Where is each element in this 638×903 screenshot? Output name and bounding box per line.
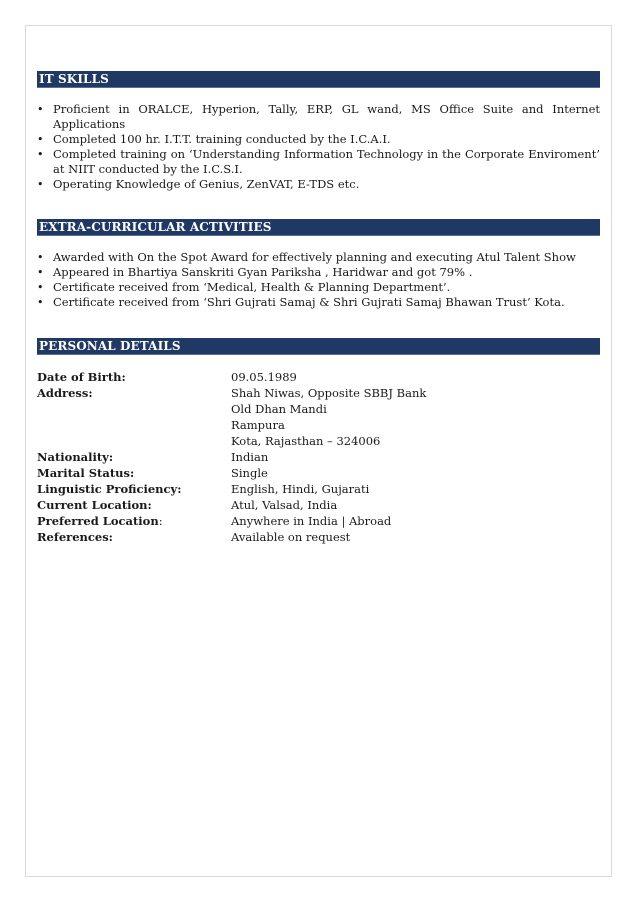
list-item: • Certificate received from ‘Shri Gujrati Samaj & Shri Gujrati Samaj Bhawan Trust’ Kota. (37, 295, 565, 309)
linguistic-value: English, Hindi, Gujarati (231, 482, 370, 496)
list-item: • Completed 100 hr. I.T.T. training conducted by the I.C.A.I. (37, 132, 391, 146)
marital-value: Single (231, 466, 268, 480)
address-label: Address: (37, 386, 93, 400)
nationality-value: Indian (231, 450, 269, 464)
references-value: Available on request (231, 530, 351, 544)
bullet-icon: • (37, 296, 44, 309)
personal-details-table (37, 369, 600, 545)
dob-label: Date of Birth: (37, 370, 126, 384)
bullet-icon: • (37, 133, 44, 146)
bullet-icon: • (37, 103, 44, 116)
it-skills-section (37, 71, 600, 192)
preferred-location-label: Preferred Location: (37, 514, 163, 528)
list-item: • Awarded with On the Spot Award for effectively planning and executing Atul Talent Show (37, 250, 576, 264)
current-location-label: Current Location: (37, 498, 152, 512)
preferred-location-value: Anywhere in India | Abroad (231, 514, 392, 528)
extra-curricular-heading: EXTRA-CURRICULAR ACTIVITIES (37, 219, 600, 236)
dob-row (37, 369, 600, 385)
bullet-icon: • (37, 251, 44, 264)
references-label: References: (37, 530, 113, 544)
list-item: • Completed training on ‘Understanding Information Technology in the Corporate Enviroment’ at NIIT conducted by the I.C.S.I. (37, 147, 600, 176)
address-line: Rampura (231, 418, 285, 432)
list-item: • Operating Knowledge of Genius, ZenVAT, E-TDS etc. (37, 177, 360, 191)
references-row (37, 529, 600, 545)
address-line: Kota, Rajasthan – 324006 (231, 434, 381, 448)
bullet-icon: • (37, 148, 44, 161)
personal-details-section (37, 338, 600, 545)
bullet-icon: • (37, 266, 44, 279)
address-line: Old Dhan Mandi (231, 402, 327, 416)
list-item: • Appeared in Bhartiya Sanskriti Gyan Pariksha , Haridwar and got 79% . (37, 265, 473, 279)
personal-details-heading: PERSONAL DETAILS (37, 338, 600, 355)
address-line: Shah Niwas, Opposite SBBJ Bank (231, 386, 427, 400)
extra-curricular-list (37, 250, 600, 310)
marital-label: Marital Status: (37, 466, 135, 480)
dob-value: 09.05.1989 (231, 370, 297, 384)
preferred-location-row (37, 513, 600, 529)
extra-curricular-section (37, 219, 600, 310)
marital-row (37, 465, 600, 481)
it-skills-list (37, 102, 600, 192)
it-skills-heading: IT SKILLS (37, 71, 600, 88)
nationality-row (37, 449, 600, 465)
bullet-icon: • (37, 178, 44, 191)
list-item: • Proficient in ORALCE, Hyperion, Tally, ERP, GL wand, MS Office Suite and Internet Applications (37, 102, 600, 131)
bullet-icon: • (37, 281, 44, 294)
nationality-label: Nationality: (37, 450, 114, 464)
address-row (37, 385, 600, 449)
list-item: • Certificate received from ‘Medical, Health & Planning Department’. (37, 280, 451, 294)
current-location-row (37, 497, 600, 513)
linguistic-label: Linguistic Proficiency: (37, 482, 182, 496)
current-location-value: Atul, Valsad, India (231, 498, 338, 512)
linguistic-row (37, 481, 600, 497)
address-value (231, 385, 600, 449)
